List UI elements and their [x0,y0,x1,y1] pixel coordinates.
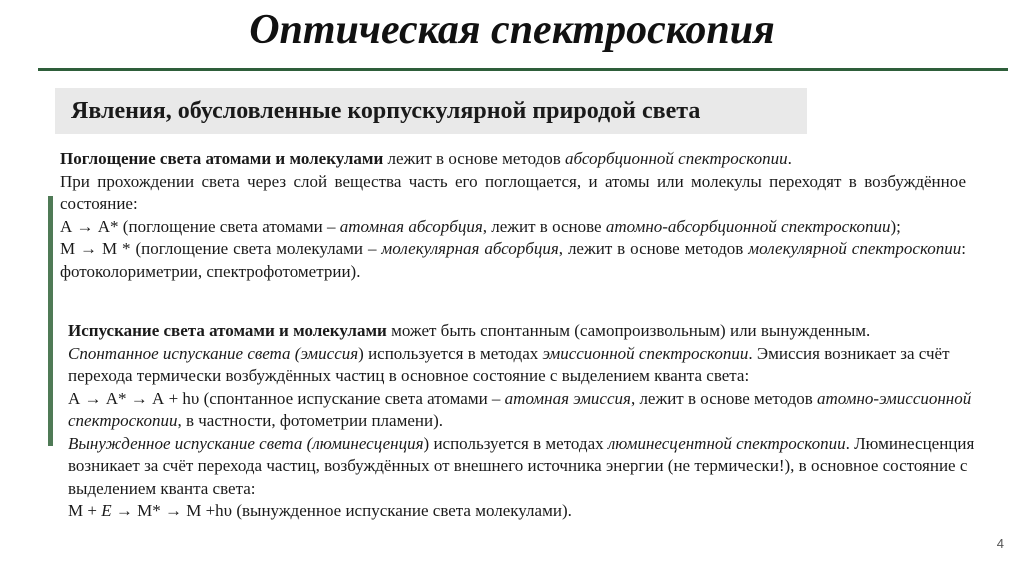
atomic-emission [68,388,998,433]
italic-term: молекулярной спектроскопии [748,239,962,258]
absorption-block [60,148,966,283]
text-span: может быть спонтанным (самопроизвольным) или вынужденным. [386,321,871,340]
page-number: 4 [996,536,1004,551]
text-span: А → А* (поглощение света атомами – [60,216,340,236]
text-span: . Эмиссия возникает за счёт перехода термически возбуждённых частиц в основное состояние с выделением кванта света: [68,343,950,385]
text-span: . [787,149,792,168]
text-span: М + [68,501,102,520]
text-span: , лежит в основе методов [630,388,817,408]
text-span: ) используется в методах [423,433,608,453]
text-span: , в частности, фотометрии пламени). [177,411,443,430]
italic-term: абсорбционной спектроскопии [565,149,788,168]
text-span: → М* → М +hυ (вынужденное испускание света молекулами). [111,501,572,520]
molecular-absorption [60,238,966,283]
italic-term: молекулярная абсорбция [381,239,559,258]
emission-heading: Испускание света атомами и молекулами [68,321,387,340]
title-divider [38,68,1008,71]
atomic-absorption [60,216,966,239]
text-span: ) используется в методах [358,343,543,363]
accent-bar [48,196,53,446]
text-span: лежит в основе методов [383,149,566,168]
emission-block [68,320,998,523]
text-span: ); [890,216,901,236]
italic-term: Е [101,501,112,520]
absorption-heading: Поглощение света атомами и молекулами [60,149,384,168]
absorption-intro [60,148,966,171]
emission-intro [68,320,998,343]
text-span: , лежит в основе методов [558,239,749,258]
italic-term: эмиссионной спектроскопии [542,343,749,363]
italic-term: атомно-эмиссионной спектроскопии [68,388,972,430]
italic-term: атомная абсорбция [339,216,483,236]
text-span: : фотоколориметрии, спектрофотометрии). [60,239,966,281]
subtitle-text: Явления, обусловленные корпускулярной природой света [71,98,701,124]
italic-term: Вынужденное испускание света (люминесценция [68,433,424,453]
spontaneous-emission [68,343,998,388]
italic-term: атомная эмиссия [504,388,631,408]
italic-term: Спонтанное испускание света (эмиссия [68,343,359,363]
molecular-emission [68,500,998,523]
absorption-description: При прохождении света через слой вещества часть его поглощается, и атомы или молекулы переходят в возбуждённое состояние: [60,171,966,213]
text-span: М → М * (поглощение света молекулами – [60,239,382,258]
italic-term: люминесцентной спектроскопии [607,433,846,453]
text-span: , лежит в основе [482,216,606,236]
stimulated-emission [68,433,998,501]
subtitle-box [55,88,807,134]
slide-title: Оптическая спектроскопия [249,7,775,53]
text-span: . Люминесценция возникает за счёт перехода частиц, возбуждённых от внешнего источника энергии (не термически!), в основное состояние с выделением кванта света: [68,433,975,498]
italic-term: атомно-абсорбционной спектроскопии [605,216,891,236]
text-span: А → А* → А + hυ (спонтанное испускание света атомами – [68,388,505,408]
